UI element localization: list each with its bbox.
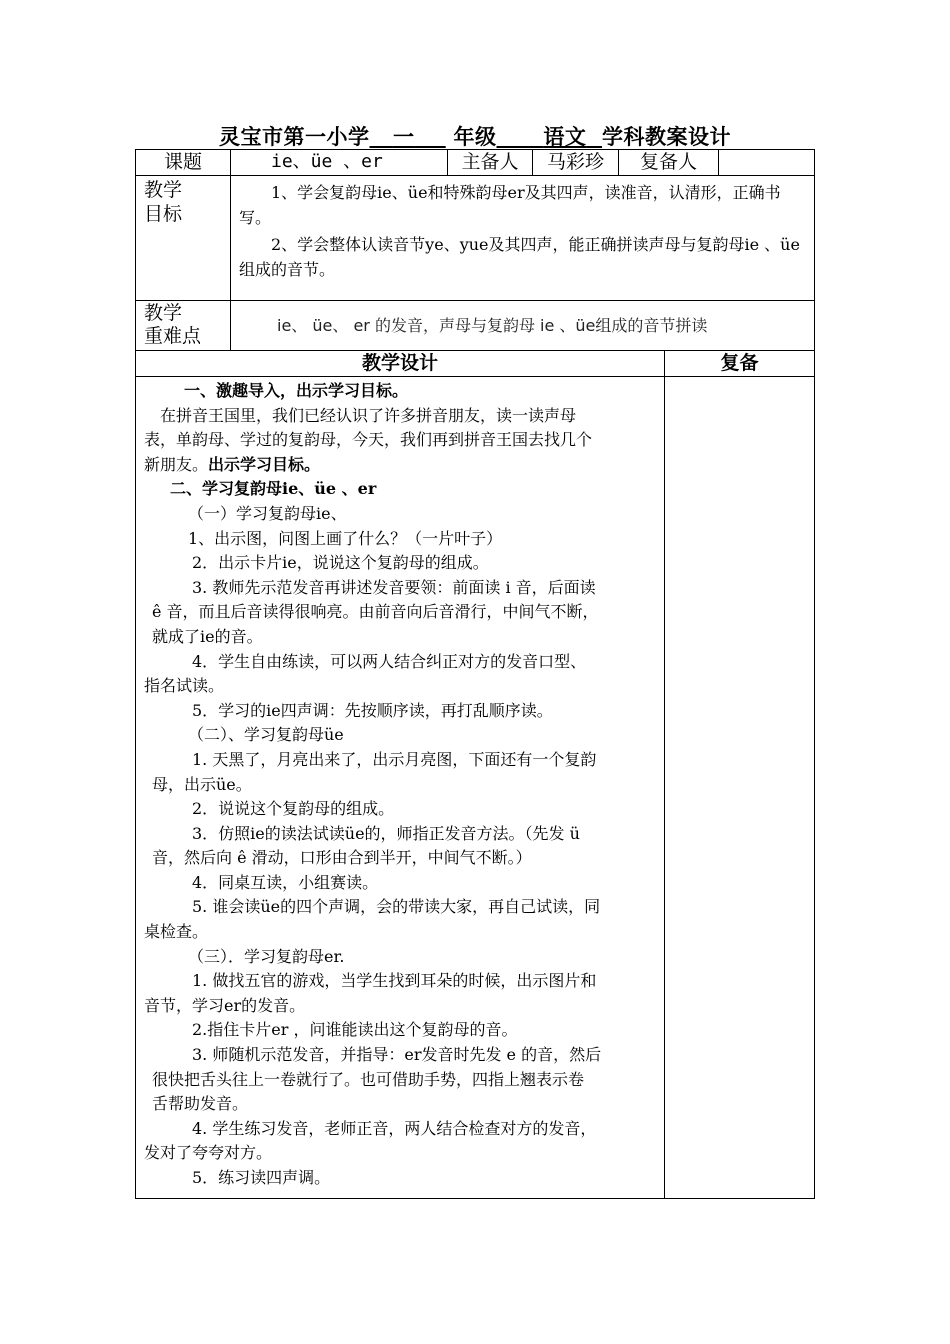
design-line: 新朋友。出示学习目标。 [144,454,321,474]
difficulties-label-line1: 教学 [144,302,183,324]
design-header-cell [135,350,665,377]
difficulties-text: ie、 üe、 er 的发音，声母与复韵母 ie 、üe组成的音节拼读 [277,316,708,335]
design-line: （二）、学习复韵母üe [188,725,344,745]
preparer-label-cell [447,149,533,176]
design-line: 2.指住卡片er ，问谁能读出这个复韵母的音。 [192,1020,518,1040]
design-line: 3. 师随机示范发音，并指导：er发音时先发 e 的音，然后 [192,1045,602,1065]
topic-label: 课题 [163,151,202,173]
co-preparer-label: 复备人 [639,151,697,173]
design-content-cell [135,376,665,1199]
subject-label: 学科教案设计 [602,125,731,149]
preparer-value-cell [532,149,619,176]
design-line: 5．学习的ie四声调：先按顺序读，再打乱顺序读。 [192,700,553,720]
design-line: 就成了ie的音。 [152,626,263,646]
design-line: 1、出示图，问图上画了什么？（一片叶子） [188,528,503,548]
objective-item: 2、学会整体认读音节ye、yue及其四声，能正确拼读声母与复韵母ie 、üe组成的音节。 [239,235,800,279]
objectives-label-line1: 教学 [144,179,183,201]
design-heading: 一、激趣导入，出示学习目标。 [184,381,409,400]
design-line: 3．仿照ie的读法试读üe的，师指正发音方法。（先发 ü [192,823,580,843]
design-line: 2．出示卡片ie，说说这个复韵母的组成。 [192,553,489,573]
review-header: 复备 [720,352,759,374]
design-line: 音节，学习er的发音。 [144,995,306,1015]
design-line: 2．说说这个复韵母的组成。 [192,799,395,819]
school-name: 灵宝市第一小学 [219,125,370,149]
design-line: 很快把舌头往上一卷就行了。也可借助手势，四指上翘表示卷 [152,1069,585,1089]
review-content-cell [664,376,815,1199]
objectives-label-cell [135,175,231,301]
objective-item: 1、学会复韵母ie、üe和特殊韵母er及其四声，读准音，认清形，正确书写。 [239,183,781,227]
design-line: 5．练习读四声调。 [192,1168,331,1187]
design-line: 在拼音王国里，我们已经认识了许多拼音朋友，读一读声母 [160,405,577,425]
design-heading: 二、学习复韵母ie、üe 、er [170,479,377,499]
topic-label-cell [135,149,231,176]
grade-value: 一 [392,125,415,149]
difficulties-content-cell [230,300,815,351]
design-line: 桌检查。 [144,922,209,942]
design-line: （一）学习复韵母ie、 [188,503,347,523]
design-line: 发对了夸夸对方。 [144,1143,273,1163]
design-line: 3. 教师先示范发音再讲述发音要领：前面读 i 音，后面读 [192,577,596,597]
preparer-value: 马彩珍 [546,151,604,173]
document-title [135,124,815,150]
design-line: 母，出示üe。 [152,774,252,794]
co-preparer-value-cell [718,149,815,176]
design-line: （三）．学习复韵母er. [188,946,345,966]
difficulties-label-line2: 重难点 [144,325,202,347]
co-preparer-label-cell [618,149,719,176]
design-line: ê 音，而且后音读得很响亮。由前音向后音滑行，中间气不断， [152,602,599,622]
difficulties-label-cell [135,300,231,351]
design-line: 1. 天黑了，月亮出来了，出示月亮图，下面还有一个复韵 [192,749,597,769]
design-line: 5. 谁会读üe的四个声调，会的带读大家，再自己试读，同 [192,897,601,917]
design-line: 指名试读。 [144,676,225,696]
topic-value-cell [230,149,448,176]
design-line: 4．同桌互读，小组赛读。 [192,872,379,892]
design-line: 4. 学生练习发音，老师正音，两人结合检查对方的发音， [192,1118,597,1138]
design-line: 舌帮助发音。 [152,1094,249,1114]
design-line: 表，单韵母、学过的复韵母，今天，我们再到拼音王国去找几个 [144,430,593,450]
preparer-label: 主备人 [461,151,519,173]
grade-label: 年级 [453,125,497,149]
objectives-label-line2: 目标 [144,203,183,225]
design-line: 1. 做找五官的游戏，当学生找到耳朵的时候，出示图片和 [192,971,597,991]
topic-value: ie、üe 、er [271,151,383,172]
design-header: 教学设计 [361,352,438,374]
design-line: 4．学生自由练读，可以两人结合纠正对方的发音口型、 [192,651,587,671]
objectives-content-cell [230,175,815,301]
design-line: 音，然后向 ê 滑动，口形由合到半开，中间气不断。） [152,848,532,868]
subject-value: 语文 [543,125,587,149]
review-header-cell [664,350,815,377]
